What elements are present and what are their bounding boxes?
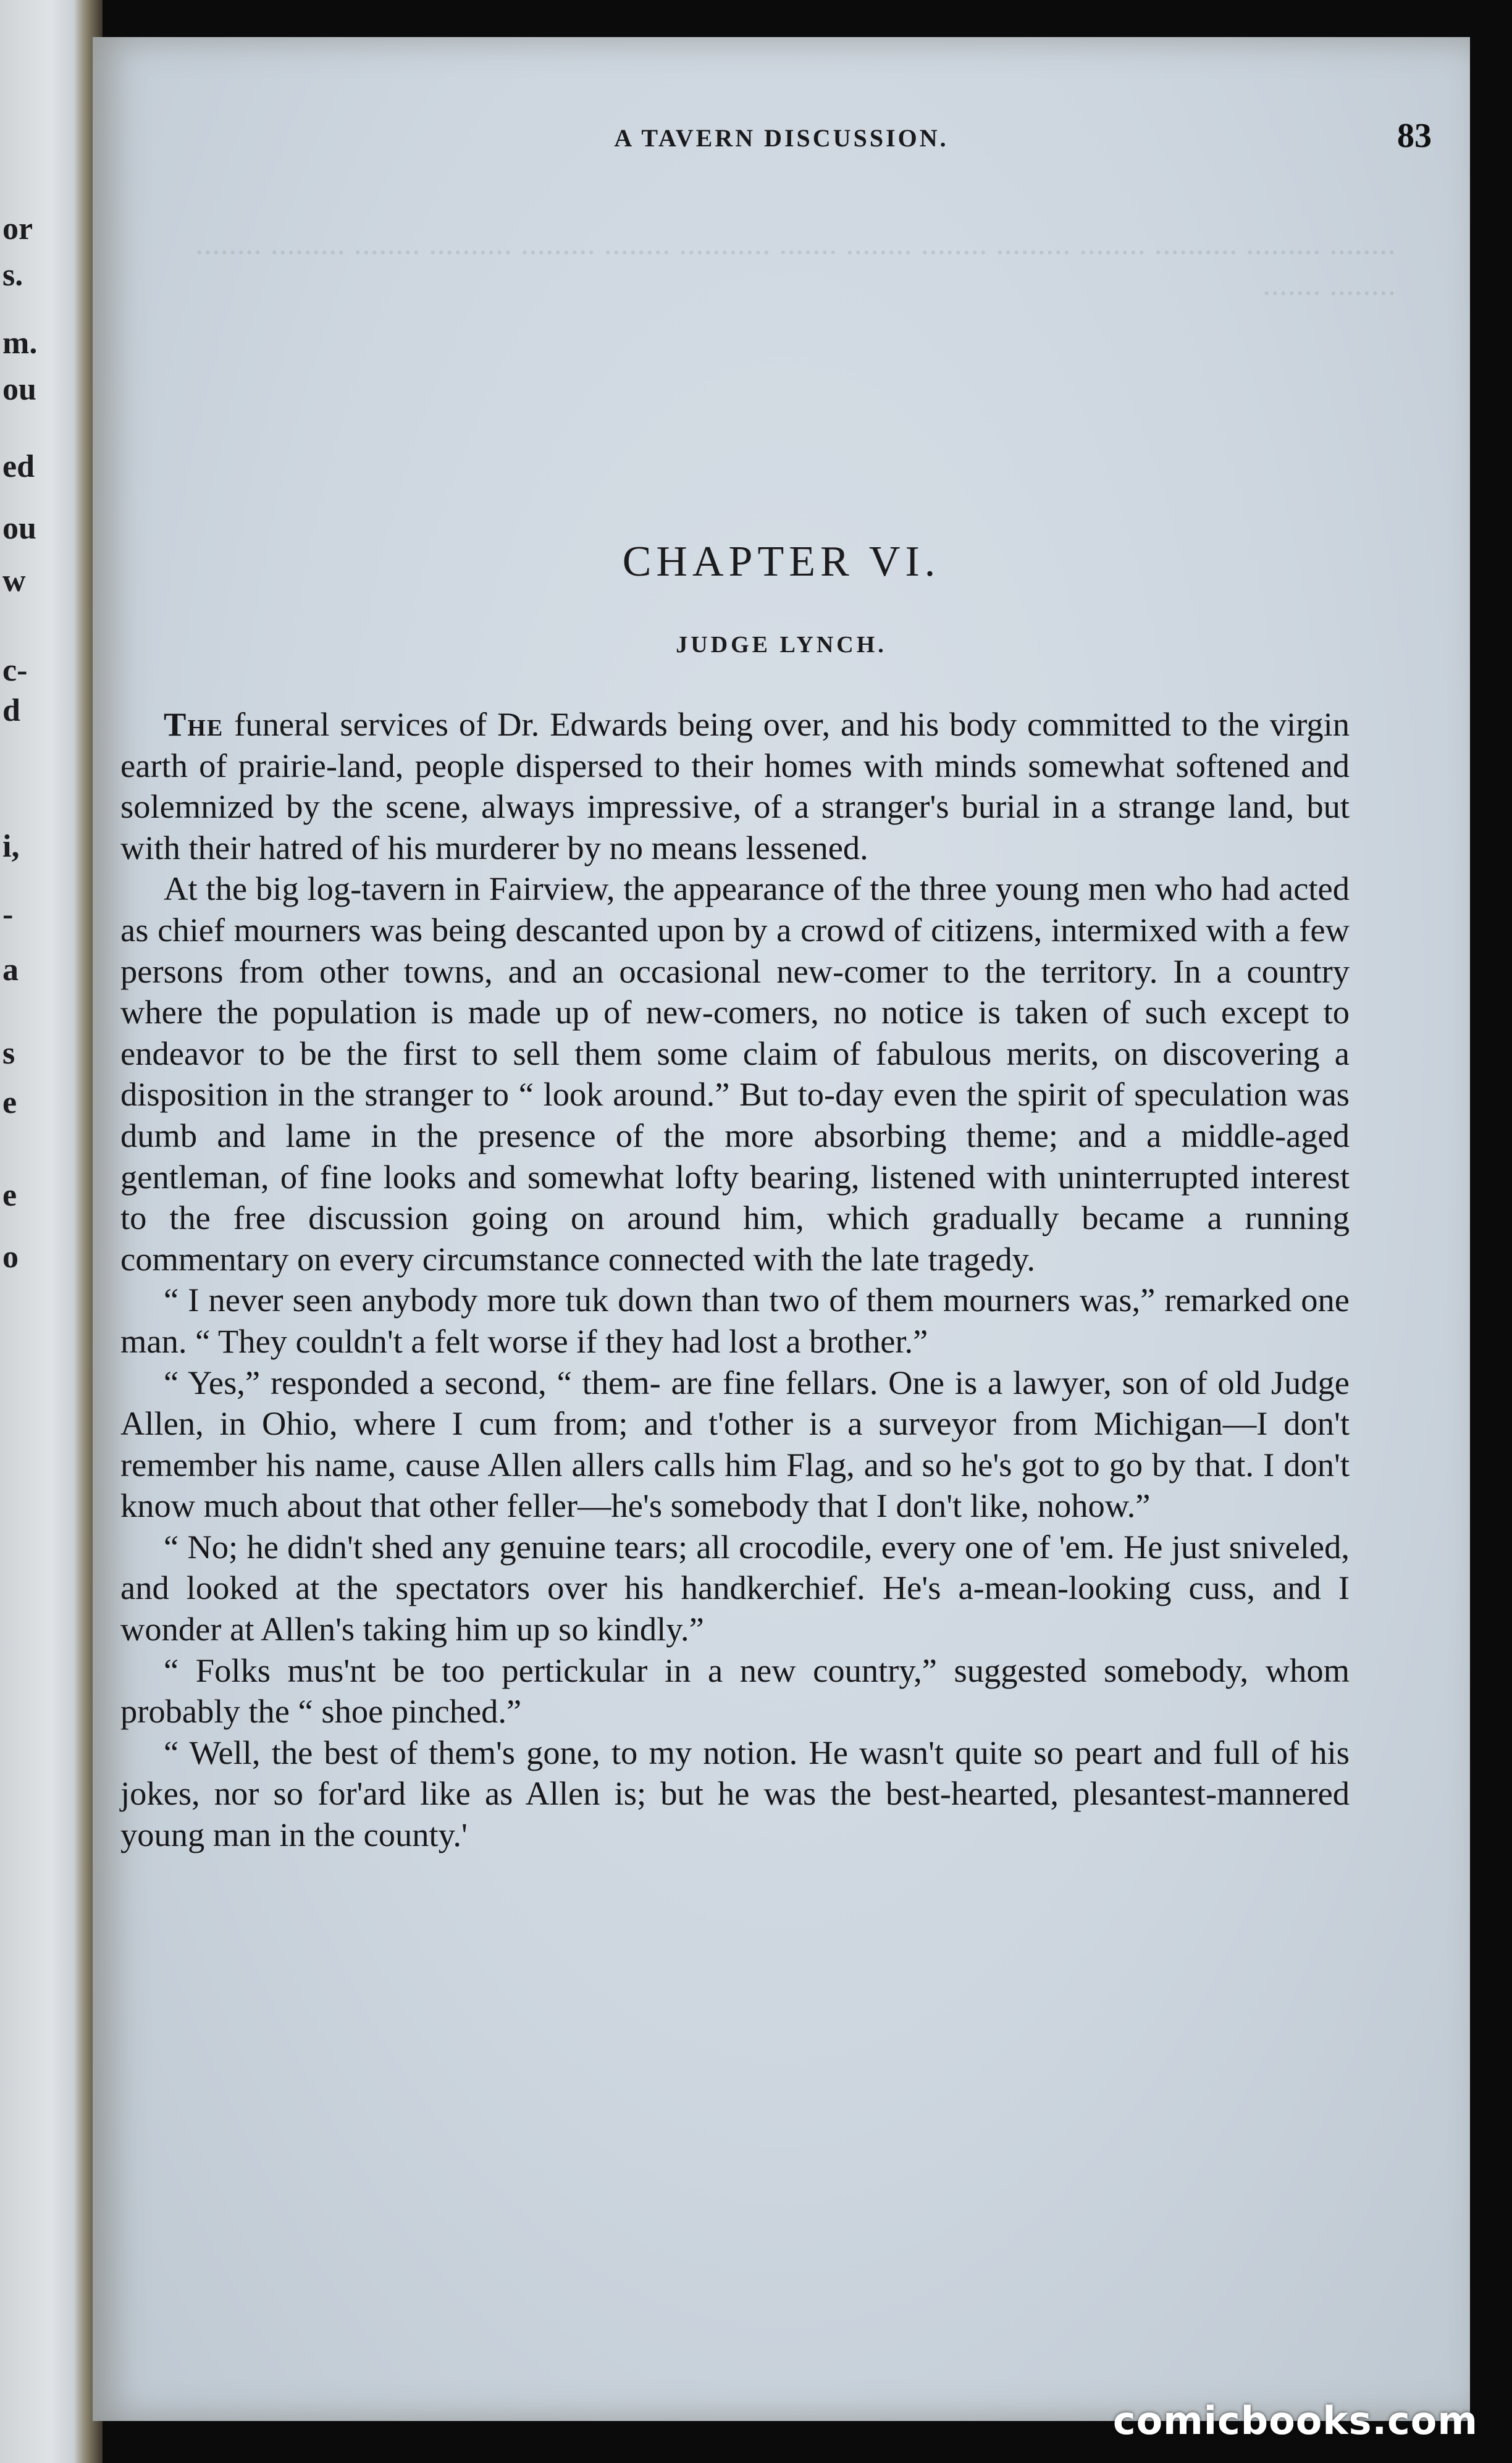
left-page-fragment: i, [2,829,20,864]
left-page-fragment: ed [2,449,35,484]
left-page-fragment: - [2,897,14,932]
paragraph-text: “ Yes,” responded a second, “ them- are fine fellars. One is a lawyer, son of old Judge Allen, in Ohio, where I cum from; and t'other is a surveyor from Michigan—I don't remember his name, cause Allen allers calls him Flag, and so he's got to go by that. I don't know much about that other feller—he's somebody that I don't like, nohow.” [120,1363,1350,1525]
paragraph [120,1280,1350,1362]
left-page-fragment: or [2,211,33,246]
chapter-title: CHAPTER VI. [622,538,941,585]
left-page-fragment: e [2,1178,17,1213]
paragraph-text: funeral services of Dr. Edwards being over, and his body committed to the virgin earth of prairie-land, people dispersed to their homes with minds somewhat softened and solemnized by the scene, always impressive, of a stranger's burial in a strange land, but with their hatred of his murderer by no means lessened. [120,705,1350,866]
paragraph-text: “ Well, the best of them's gone, to my notion. He wasn't quite so peart and full of his jokes, nor so for'ard like as Allen is; but he was the best-hearted, plesantest-mannered young man in the county.' [120,1733,1350,1854]
left-page-fragment: d [2,693,20,728]
left-page-fragment: c- [2,653,28,688]
show-through-text: ........ ......... .......... ........ ......... ........ ........ ....... ........... ........ ......... .......... ........ ......... ........ ........ ....... [195,224,1396,302]
paragraph-lead-word: The [164,705,224,743]
paragraph-text: “ Folks mus'nt be too pertickular in a new country,” suggested somebody, whom probably the “ shoe pinched.” [120,1651,1350,1731]
page-number: 83 [1397,117,1432,155]
chapter-subtitle: JUDGE LYNCH. [676,632,887,658]
left-page-fragment: ou [2,372,36,407]
left-page-fragment: o [2,1240,19,1275]
site-watermark: comicbooks.com [1112,2398,1478,2443]
body-text [120,704,1350,1856]
left-page-fragment: s. [2,258,23,293]
left-page-fragment: s [2,1036,15,1071]
paragraph-text: “ No; he didn't shed any genuine tears; all crocodile, every one of 'em. He just sniveled, and looked at the spectators over his handkerchief. He's a-mean-looking cuss, and I wonder at Allen's taking him up so kindly.” [120,1527,1350,1648]
left-page-fragment: ou [2,511,36,546]
paragraph [120,704,1350,868]
running-head: A TAVERN DISCUSSION. [614,124,949,152]
book-page [93,37,1470,2421]
paragraph [120,868,1350,1280]
left-page-fragment: e [2,1085,17,1120]
paragraph [120,1732,1350,1856]
paragraph [120,1527,1350,1650]
paragraph-text: “ I never seen anybody more tuk down than two of them mourners was,” remarked one man. “ They couldn't a felt worse if they had lost a brother.” [120,1281,1350,1360]
paragraph-text: At the big log-tavern in Fairview, the appearance of the three young men who had acted as chief mourners was being descanted upon by a crowd of citizens, intermixed with a few persons from other towns, and an occasional new-comer to the territory. In a country where the population is made up of new-comers, no notice is taken of such except to endeavor to be the first to sell them some claim of fabulous merits, on discovering a disposition in the stranger to “ look around.” But to-day even the spirit of speculation was dumb and lame in the presence of the more absorbing theme; and a middle-aged gentleman, of fine looks and somewhat lofty bearing, listened with uninterrupted interest to the free discussion going on around him, which gradually became a running commentary on every circumstance connected with the late tragedy. [120,870,1350,1278]
left-page-fragment: a [2,952,19,988]
left-page-fragment: m. [2,325,38,361]
left-page-fragment: w [2,563,26,598]
paragraph [120,1650,1350,1732]
paragraph [120,1362,1350,1527]
